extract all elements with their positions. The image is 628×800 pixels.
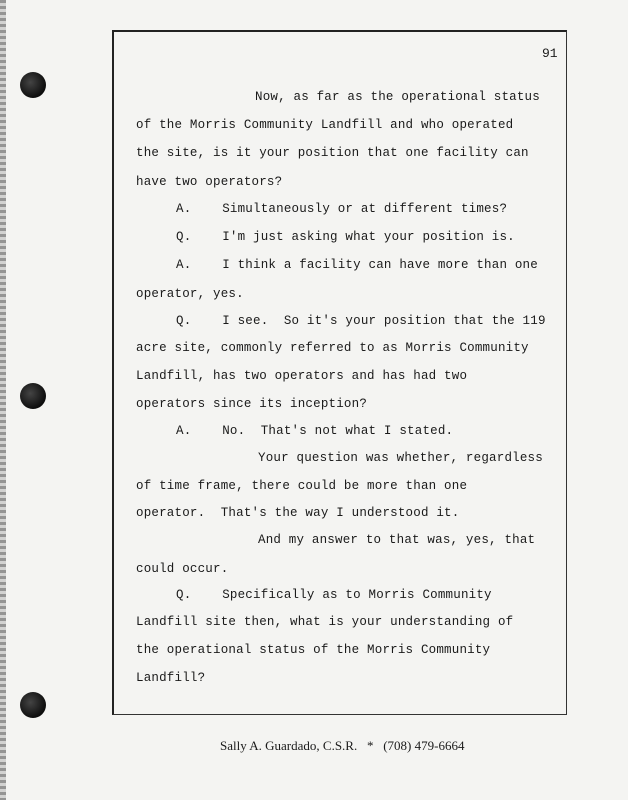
transcript-line: Landfill? — [136, 671, 206, 685]
transcript-line: acre site, commonly referred to as Morris Community — [136, 341, 529, 355]
binder-hole-bottom — [20, 692, 46, 718]
transcript-line: Landfill, has two operators and has had two — [136, 369, 468, 383]
transcript-line: Q. Specifically as to Morris Community — [176, 588, 492, 602]
transcript-line: could occur. — [136, 562, 229, 576]
transcript-line: A. Simultaneously or at different times? — [176, 202, 508, 216]
binder-hole-middle — [20, 383, 46, 409]
transcript-line: operators since its inception? — [136, 397, 368, 411]
transcript-line: A. I think a facility can have more than one — [176, 258, 538, 272]
scan-left-edge — [0, 0, 6, 800]
transcript-line: the site, is it your position that one facility can — [136, 146, 529, 160]
transcript-line: the operational status of the Morris Community — [136, 643, 491, 657]
transcript-line: Q. I'm just asking what your position is. — [176, 230, 515, 244]
reporter-footer: Sally A. Guardado, C.S.R. * (708) 479-6664 — [220, 738, 465, 753]
transcript-line: A. No. That's not what I stated. — [176, 424, 454, 438]
transcript-line: of the Morris Community Landfill and who operated — [136, 118, 514, 132]
transcript-line: Your question was whether, regardless — [258, 451, 543, 465]
transcript-line: of time frame, there could be more than one — [136, 479, 468, 493]
transcript-line: Q. I see. So it's your position that the 119 — [176, 314, 546, 328]
transcript-line: operator. That's the way I understood it. — [136, 506, 460, 520]
transcript-line: operator, yes. — [136, 287, 244, 301]
transcript-line: have two operators? — [136, 175, 283, 189]
transcript-line: Landfill site then, what is your understanding of — [136, 615, 514, 629]
transcript-line: Now, as far as the operational status — [255, 90, 540, 104]
binder-hole-top — [20, 72, 46, 98]
transcript-line: And my answer to that was, yes, that — [258, 533, 536, 547]
page-number: 91 — [542, 46, 558, 61]
